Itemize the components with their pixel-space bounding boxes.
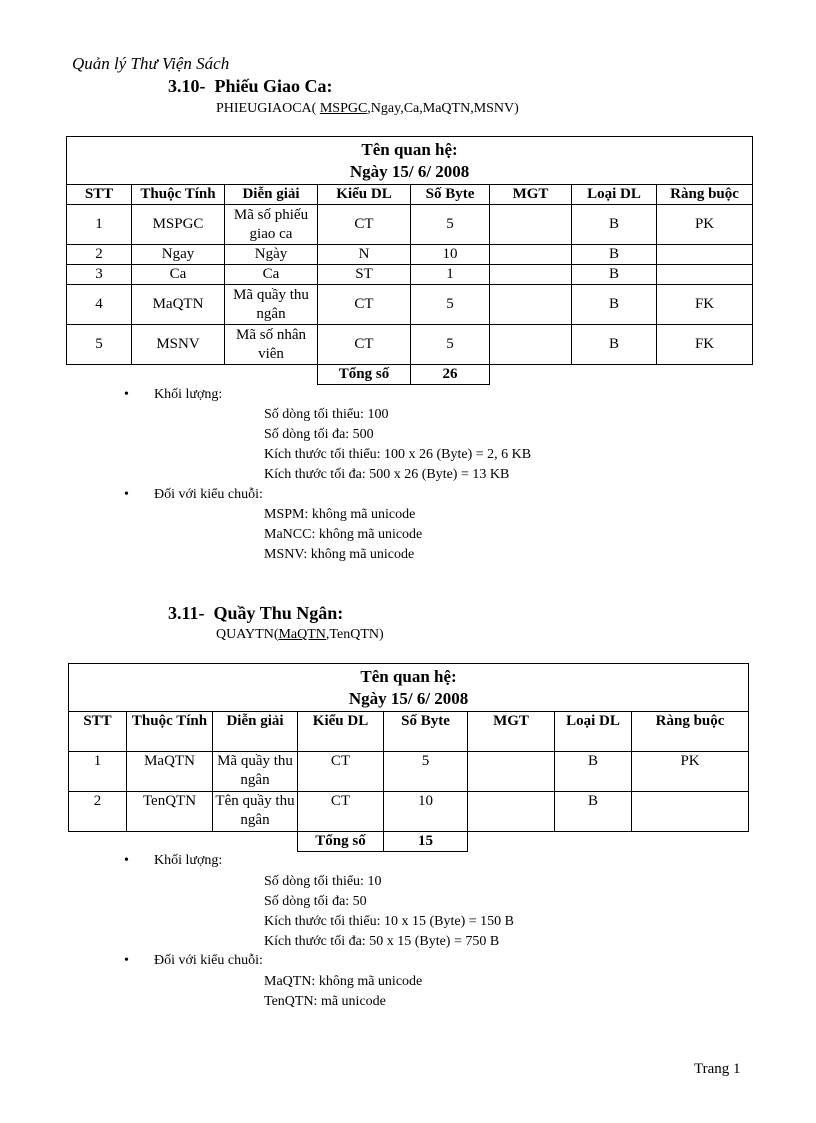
table-cell: PK (632, 752, 749, 792)
table-cell: MaQTN (132, 285, 225, 325)
table-header-row (69, 712, 749, 752)
table-cell: B (555, 792, 632, 832)
table-total-row (67, 365, 753, 385)
blank-cell (490, 365, 753, 385)
detail-line: Số dòng tối đa: 50 (264, 894, 367, 909)
table-cell: CT (298, 792, 384, 832)
table-cell: 5 (384, 752, 468, 792)
table-cell: Ca (225, 265, 318, 285)
table-cell: B (572, 285, 657, 325)
table-cell: 10 (411, 245, 490, 265)
column-header: Số Byte (384, 712, 468, 752)
bullet-icon: • (124, 953, 129, 968)
table-cell: 2 (69, 792, 127, 832)
detail-line: MaQTN: không mã unicode (264, 974, 423, 989)
table-cell: B (572, 205, 657, 245)
table-cell: B (555, 752, 632, 792)
table-cell: MSNV (132, 325, 225, 365)
table-cell: B (572, 325, 657, 365)
relation-schema (216, 101, 519, 117)
table-cell: Mã số phiếu giao ca (225, 205, 318, 245)
table-cell: Ngày (225, 245, 318, 265)
table-cell: Ca (132, 265, 225, 285)
relation-table (66, 136, 753, 385)
column-header: STT (67, 185, 132, 205)
table-cell (490, 265, 572, 285)
schema-name: PHIEUGIAOCA( (216, 101, 320, 116)
table-title-line: Tên quan hệ: (360, 666, 457, 686)
detail-line: Kích thước tối đa: 50 x 15 (Byte) = 750 B (264, 934, 500, 949)
table-cell: 1 (67, 205, 132, 245)
table-cell (490, 205, 572, 245)
section-title (168, 76, 333, 97)
schema-primary-key: MSPGC (319, 101, 368, 116)
table-cell: 1 (411, 265, 490, 285)
table-cell (657, 245, 753, 265)
column-header: Kiểu DL (298, 712, 384, 752)
table-cell: FK (657, 325, 753, 365)
column-header: MGT (468, 712, 555, 752)
table-row (69, 792, 749, 832)
table-cell (657, 265, 753, 285)
table-cell: Mã quầy thu ngân (213, 752, 298, 792)
table-cell: Ngay (132, 245, 225, 265)
table-cell: B (572, 265, 657, 285)
table-row (67, 325, 753, 365)
total-value: 15 (384, 832, 468, 852)
column-header: Diễn giải (213, 712, 298, 752)
relation-table (68, 663, 749, 852)
table-cell: B (572, 245, 657, 265)
table-cell: CT (318, 325, 411, 365)
column-header: Loại DL (572, 185, 657, 205)
bullet-strings (124, 953, 263, 969)
bullet-volume (124, 387, 222, 403)
detail-line: MSNV: không mã unicode (264, 547, 415, 562)
table-cell: ST (318, 265, 411, 285)
column-header: MGT (490, 185, 572, 205)
schema-attributes: ,Ngay,Ca,MaQTN,MSNV) (367, 101, 519, 116)
table-row (67, 285, 753, 325)
blank-cell (69, 832, 298, 852)
table-title (67, 137, 753, 185)
bullet-label: Đối với kiểu chuỗi: (154, 487, 263, 502)
table-total-row (69, 832, 749, 852)
detail-line: Kích thước tối thiểu: 100 x 26 (Byte) = 2, 6 KB (264, 447, 532, 462)
column-header: Số Byte (411, 185, 490, 205)
total-value: 26 (411, 365, 490, 385)
section-heading: Quầy Thu Ngân: (213, 603, 344, 623)
total-label: Tổng số (318, 365, 411, 385)
bullet-strings (124, 487, 263, 503)
table-row (67, 205, 753, 245)
detail-line: MaNCC: không mã unicode (264, 527, 423, 542)
bullet-volume (124, 853, 222, 869)
table-cell: 2 (67, 245, 132, 265)
table-cell: 5 (67, 325, 132, 365)
table-row (69, 752, 749, 792)
schema-primary-key: MaQTN (278, 627, 326, 642)
table-cell: PK (657, 205, 753, 245)
section-number: 3.10- (168, 76, 206, 96)
volume-details (264, 405, 531, 485)
table-row (67, 265, 753, 285)
table-cell: 10 (384, 792, 468, 832)
table-cell: Mã quầy thu ngân (225, 285, 318, 325)
table-cell (490, 245, 572, 265)
table-cell (468, 752, 555, 792)
table-cell: N (318, 245, 411, 265)
column-header: STT (69, 712, 127, 752)
table-cell (490, 325, 572, 365)
table-cell: TenQTN (127, 792, 213, 832)
table-cell: 4 (67, 285, 132, 325)
section-heading: Phiếu Giao Ca: (214, 76, 333, 96)
blank-cell (67, 365, 318, 385)
bullet-label: Đối với kiểu chuỗi: (154, 953, 263, 968)
table-cell (468, 792, 555, 832)
table-date-line: Ngày 15/ 6/ 2008 (348, 688, 469, 708)
string-details (264, 505, 422, 565)
table-cell (490, 285, 572, 325)
bullet-label: Khối lượng: (154, 853, 223, 868)
detail-line: Số dòng tối đa: 500 (264, 427, 374, 442)
table-cell: Mã số nhân viên (225, 325, 318, 365)
schema-attributes: ,TenQTN) (325, 627, 384, 642)
section-number: 3.11- (168, 603, 205, 623)
column-header: Ràng buộc (632, 712, 749, 752)
table-cell: 5 (411, 205, 490, 245)
bullet-icon: • (124, 387, 129, 402)
page-number: Trang 1 (694, 1061, 741, 1077)
table-cell (632, 792, 749, 832)
table-cell: CT (318, 285, 411, 325)
detail-line: Số dòng tối thiểu: 10 (264, 874, 382, 889)
volume-details (264, 872, 514, 952)
document-header: Quản lý Thư Viện Sách (72, 54, 230, 73)
string-details (264, 972, 422, 1012)
column-header: Thuộc Tính (132, 185, 225, 205)
column-header: Ràng buộc (657, 185, 753, 205)
table-cell: 5 (411, 285, 490, 325)
table-title-line: Tên quan hệ: (361, 139, 458, 159)
bullet-icon: • (124, 853, 129, 868)
column-header: Thuộc Tính (127, 712, 213, 752)
table-row (67, 245, 753, 265)
table-cell: CT (298, 752, 384, 792)
table-cell: MSPGC (132, 205, 225, 245)
blank-cell (468, 832, 749, 852)
total-label: Tổng số (298, 832, 384, 852)
table-cell: 5 (411, 325, 490, 365)
section-title (168, 603, 343, 624)
column-header: Diễn giải (225, 185, 318, 205)
bullet-label: Khối lượng: (154, 387, 223, 402)
detail-line: Kích thước tối thiểu: 10 x 15 (Byte) = 150 B (264, 914, 514, 929)
table-header-row (67, 185, 753, 205)
table-title (69, 664, 749, 712)
schema-name: QUAYTN( (216, 627, 279, 642)
detail-line: Kích thước tối đa: 500 x 26 (Byte) = 13 KB (264, 467, 510, 482)
column-header: Loại DL (555, 712, 632, 752)
detail-line: TenQTN: mã unicode (264, 994, 386, 1009)
table-cell: FK (657, 285, 753, 325)
table-cell: 3 (67, 265, 132, 285)
table-cell: MaQTN (127, 752, 213, 792)
relation-schema (216, 627, 384, 643)
table-date-line: Ngày 15/ 6/ 2008 (349, 161, 470, 181)
table-cell: CT (318, 205, 411, 245)
column-header: Kiểu DL (318, 185, 411, 205)
bullet-icon: • (124, 487, 129, 502)
table-cell: Tên quầy thu ngân (213, 792, 298, 832)
detail-line: Số dòng tối thiểu: 100 (264, 407, 389, 422)
table-cell: 1 (69, 752, 127, 792)
detail-line: MSPM: không mã unicode (264, 507, 416, 522)
